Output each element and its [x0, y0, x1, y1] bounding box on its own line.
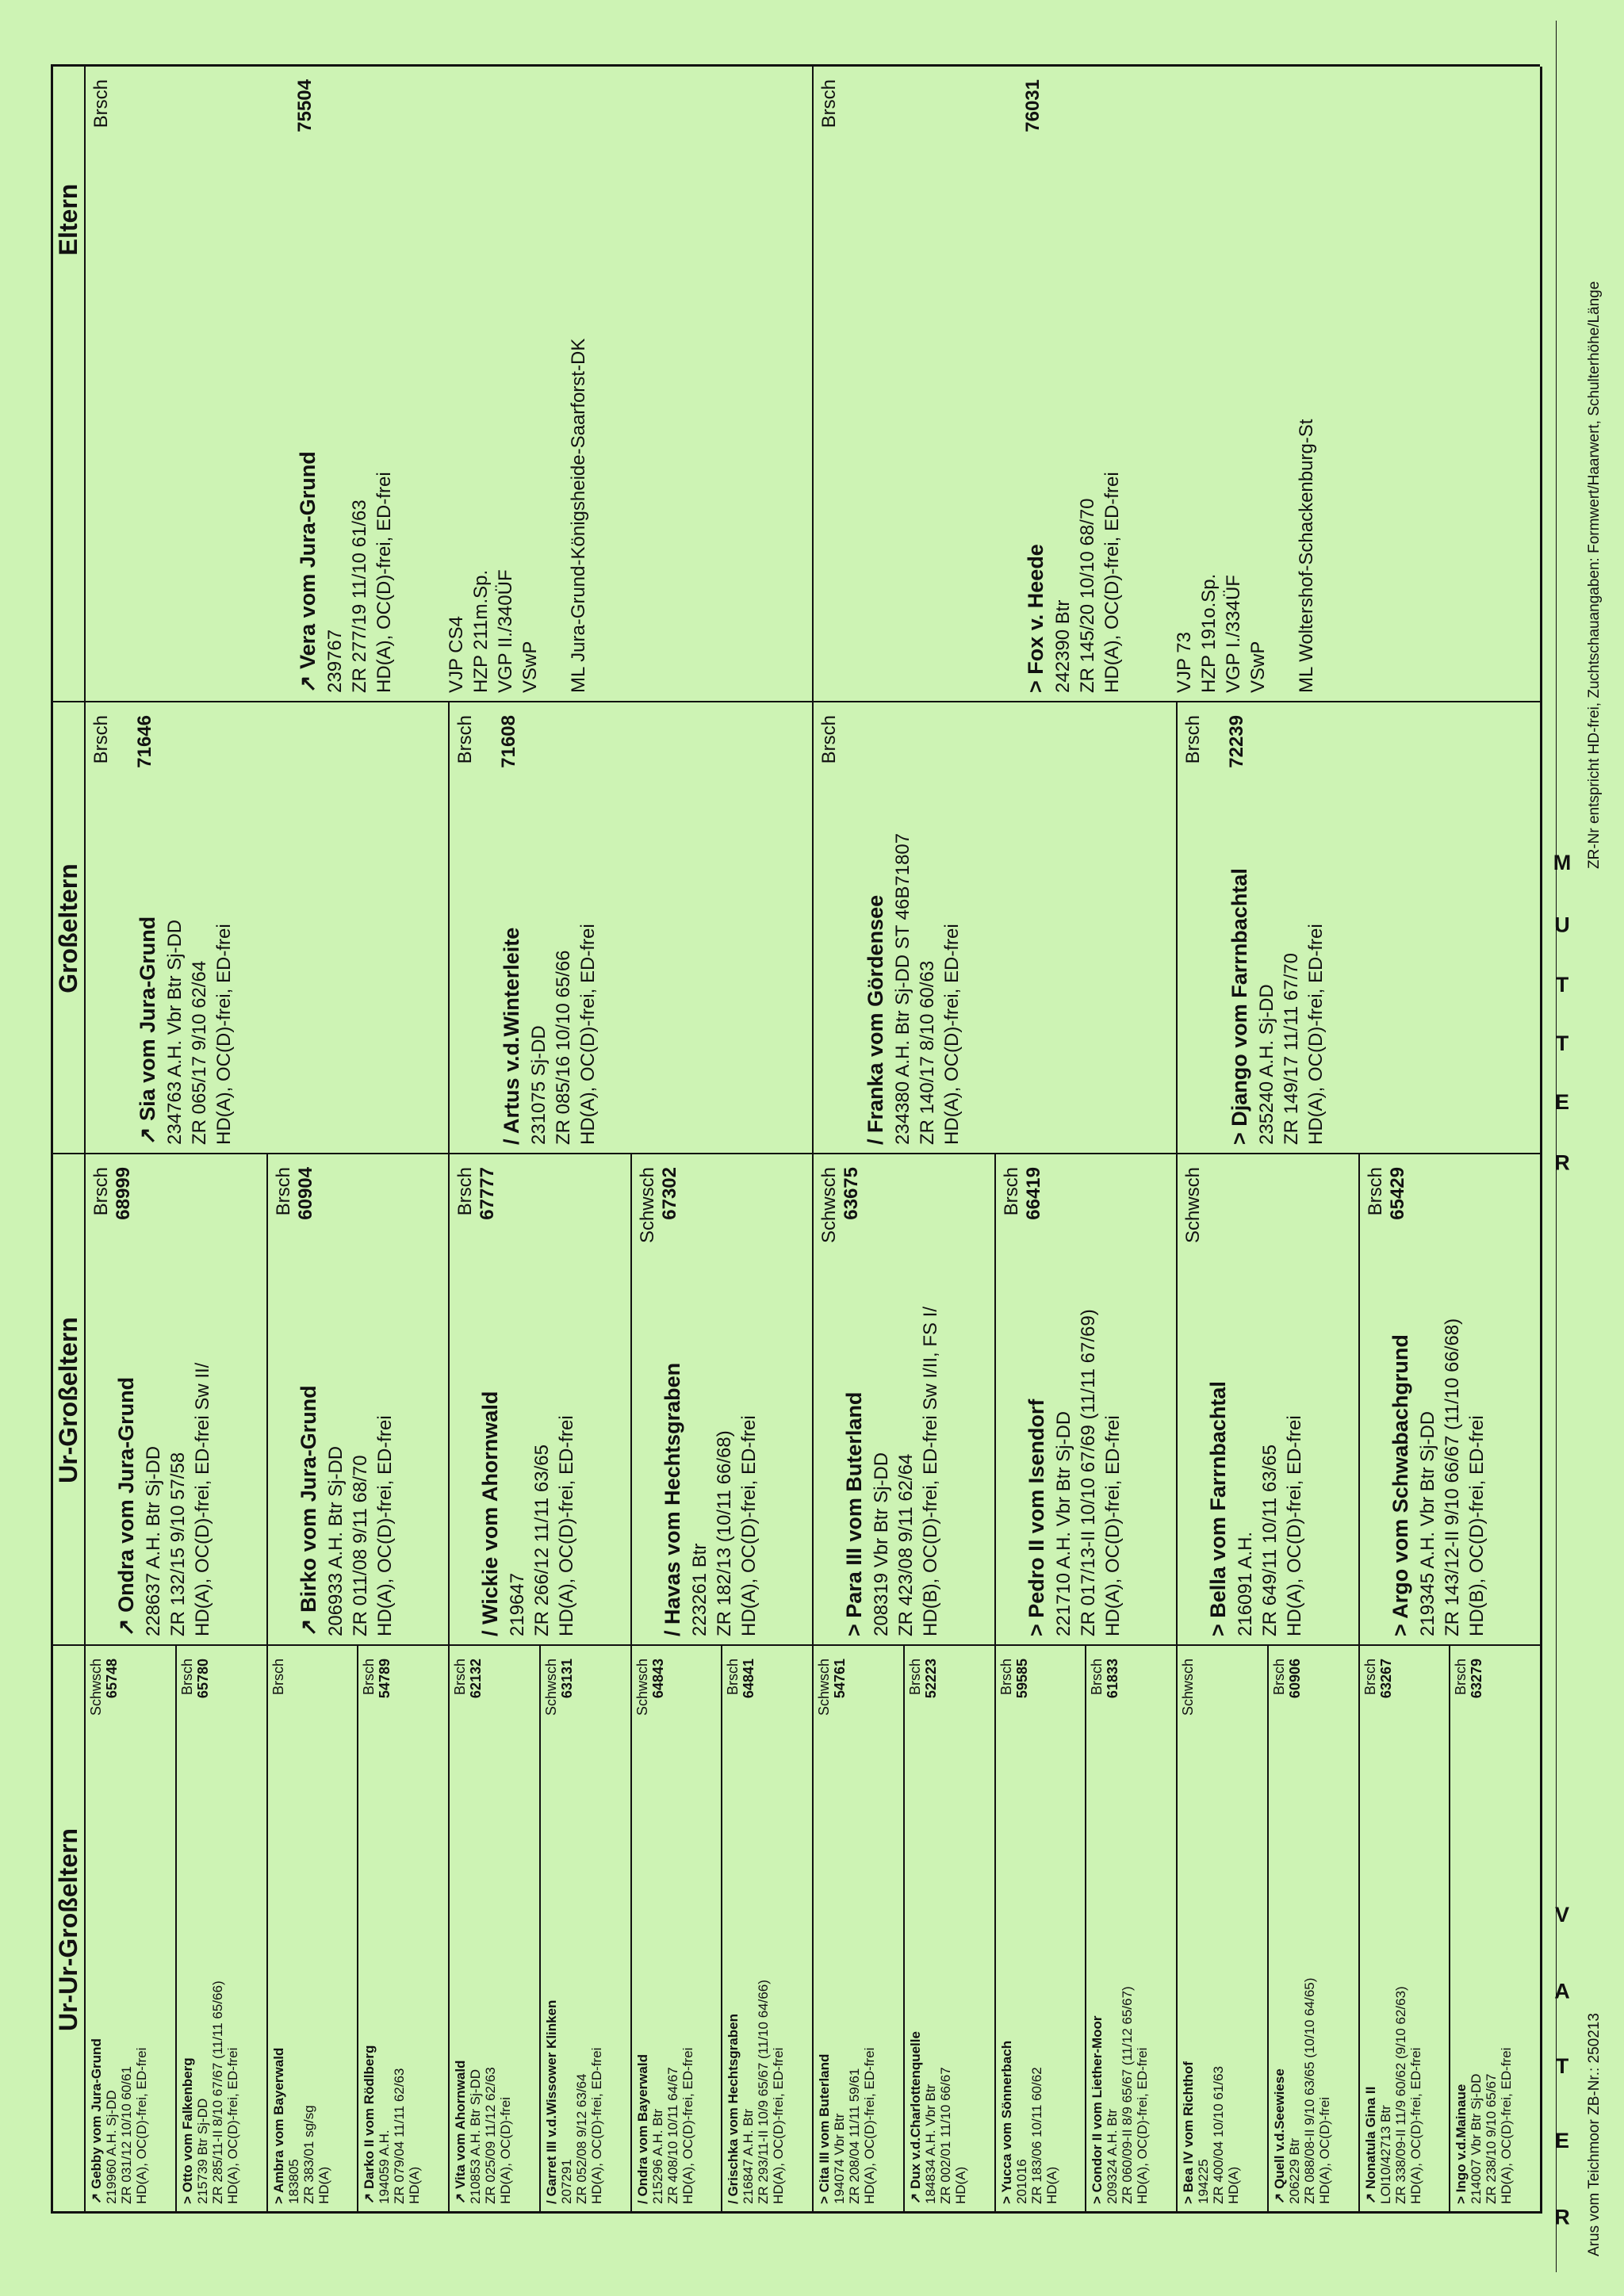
row-divider	[903, 1646, 905, 2214]
dog-name: / Artus v.d.Winterleite	[500, 927, 523, 1145]
trial-result: VGP II./340ÜF	[495, 569, 516, 693]
header-ururgrosseltern: Ur-Ur-Großeltern	[54, 1828, 82, 2032]
side-letter: E	[1554, 2129, 1570, 2153]
coat-color: Brsch	[361, 1659, 377, 1696]
pedigree-line: HD(B), OC(D)-frei, ED-frei	[1465, 1415, 1488, 1636]
coat-color: Brsch	[818, 715, 840, 764]
ancestor-cell	[89, 712, 443, 1145]
dog-name: ↗ Vera vom Jura-Grund	[296, 451, 320, 693]
pedigree-line: 194225	[1196, 2159, 1211, 2204]
pedigree-line: ZR 408/10 10/11 64/67	[665, 2067, 680, 2204]
pedigree-line: 209324 A.H. Btr	[1105, 2108, 1120, 2204]
zb-number: 54761	[832, 1659, 848, 1699]
ancestor-cell-small	[635, 1655, 717, 2204]
row-divider	[812, 67, 814, 702]
ancestor-cell	[817, 712, 1171, 1145]
pedigree-line: HD(A)	[952, 2166, 968, 2204]
pedigree-line: 231075 Sj-DD	[528, 1025, 550, 1145]
ancestor-cell	[89, 1164, 262, 1636]
pedigree-line: HD(A), OC(D)-frei, ED-frei	[1135, 2047, 1151, 2204]
pedigree-line: LOI10/42713 Btr	[1377, 2105, 1393, 2204]
pedigree-line: HD(A), OC(D)-frei, ED-frei	[941, 924, 963, 1145]
pedigree-line: 228637 A.H. Btr Sj-DD	[143, 1445, 164, 1636]
header-separator	[84, 67, 86, 2214]
ancestor-cell-small	[908, 1655, 990, 2204]
coat-color: Brsch	[1270, 1659, 1287, 1696]
row-divider	[812, 1154, 814, 1646]
ancestor-cell-small	[453, 1655, 534, 2204]
row-divider	[721, 1646, 722, 2214]
ancestor-cell-small	[362, 1655, 443, 2204]
pedigree-line: ZR 025/09 11/12 62/63	[483, 2067, 498, 2204]
dog-name: > Django vom Farrnbachtal	[1228, 868, 1251, 1145]
coat-color: Brsch	[90, 715, 112, 764]
zb-number: 76031	[1022, 79, 1044, 132]
pedigree-line: ZR 088/08-II 9/10 63/65 (10/10 64/65)	[1301, 1977, 1317, 2204]
pedigree-line: HD(A), OC(D)-frei, ED-frei	[588, 2047, 604, 2204]
pedigree-line: 215739 Btr Sj-DD	[194, 2098, 210, 2204]
mutter-linie: ML Jura-Grund-Königsheide-Saarforst-DK	[568, 338, 589, 693]
ancestor-cell-small	[89, 1655, 170, 2204]
pedigree-line: ZR 065/17 9/10 62/64	[189, 960, 210, 1145]
ancestor-cell-small	[817, 1655, 898, 2204]
coat-color: Schwsch	[634, 1659, 650, 1716]
zb-number: 63131	[558, 1659, 575, 1699]
pedigree-line: 201016	[1013, 2159, 1029, 2204]
footer-left: Arus vom Teichmoor ZB-Nr.: 250213	[1586, 2013, 1603, 2256]
row-divider	[266, 1154, 268, 1646]
table-border-right	[51, 64, 1540, 67]
coat-color: Brsch	[1364, 1167, 1386, 1216]
pedigree-line: 194059 A.H.	[377, 2130, 393, 2204]
pedigree-line: ZR 649/11 10/11 63/65	[1259, 1445, 1281, 1636]
dog-name: > Condor II vom Liether-Moor	[1090, 2015, 1105, 2204]
dog-name: / Wickie vom Ahornwald	[478, 1391, 502, 1636]
side-letter: M	[1553, 850, 1572, 874]
zb-number: 59585	[1013, 1659, 1030, 1699]
row-divider	[1085, 1646, 1086, 2214]
ancestor-cell	[89, 76, 807, 693]
coat-color: Brsch	[454, 715, 476, 764]
header-eltern: Eltern	[54, 183, 82, 256]
ancestor-cell-small	[726, 1655, 807, 2204]
pedigree-line: 210853 A.H. Btr Sj-DD	[468, 2068, 483, 2204]
ancestor-cell-small	[999, 1655, 1081, 2204]
pedigree-line: 216847 A.H. Btr	[741, 2108, 756, 2204]
pedigree-line: ZR 031/12 10/10 60/61	[119, 2066, 134, 2204]
row-divider	[539, 1646, 541, 2214]
pedigree-line: HD(A)	[1044, 2166, 1059, 2204]
dog-name: / Havas vom Hechtsgraben	[660, 1362, 684, 1636]
zb-number: 65748	[104, 1659, 120, 1699]
dog-name: / Franka vom Gördensee	[864, 894, 887, 1145]
coat-color: Brsch	[1000, 1167, 1022, 1216]
side-letter: T	[1555, 972, 1569, 997]
pedigree-line: ZR 002/01 11/10 66/67	[937, 2067, 953, 2204]
row-divider	[266, 1646, 268, 2214]
ancestor-cell	[1363, 1164, 1536, 1636]
dog-name: ↗ Gebby vom Jura-Grund	[89, 2038, 104, 2204]
pedigree-line: HD(A), OC(D)-frei, ED-frei	[224, 2047, 240, 2204]
ancestor-cell	[635, 1164, 808, 1636]
row-divider	[630, 1154, 632, 1646]
column-divider-2	[51, 1153, 1540, 1154]
ancestor-cell-small	[180, 1655, 262, 2204]
coat-color: Brsch	[725, 1659, 741, 1696]
pedigree-line: HD(A), OC(D)-frei, ED-frei	[1101, 1415, 1124, 1636]
zb-number: 61833	[1105, 1659, 1121, 1699]
coat-color: Brsch	[90, 1167, 112, 1216]
row-divider	[448, 1646, 450, 2214]
pedigree-line: HD(A), OC(D)-frei, ED-frei	[1499, 2047, 1515, 2204]
zb-number: 63279	[1469, 1659, 1485, 1699]
pedigree-line: HD(A), OC(D)-frei, ED-frei	[1408, 2047, 1423, 2204]
pedigree-line: 219647	[507, 1572, 528, 1636]
pedigree-line: ZR 017/13-II 10/10 67/69 (11/11 67/69)	[1077, 1309, 1099, 1636]
zb-number: 64841	[741, 1659, 757, 1699]
pedigree-line: 215296 A.H. Btr	[649, 2108, 665, 2204]
trial-result: HZP 211m.Sp.	[470, 569, 492, 693]
coat-color: Brsch	[454, 1167, 476, 1216]
zb-number: 54789	[377, 1659, 393, 1699]
pedigree-line: ZR 085/16 10/10 65/66	[553, 950, 574, 1145]
row-divider	[994, 1154, 996, 1646]
pedigree-line: 234380 A.H. Btr Sj-DD ST 46B71807	[892, 832, 914, 1145]
zb-number: 66419	[1022, 1167, 1044, 1220]
zb-number: 62132	[468, 1659, 484, 1699]
dog-name: / Garret III v.d.Wissower Klinken	[543, 1999, 559, 2204]
dog-name: ↗ Quell v.d.Seewiese	[1271, 2068, 1287, 2204]
zb-number: 72239	[1226, 715, 1247, 768]
pedigree-line: 234763 A.H. Vbr Btr Sj-DD	[164, 919, 186, 1145]
dog-name: > Yucca vom Sönnerbach	[998, 2040, 1014, 2204]
pedigree-line: ZR 266/12 11/11 63/65	[531, 1445, 553, 1636]
trial-result: VGP I./334ÜF	[1223, 575, 1244, 693]
pedigree-line: 194074 Vbr Btr	[832, 2113, 847, 2204]
zb-number: 67302	[658, 1167, 680, 1220]
pedigree-line: ZR 338/09-II 11/9 60/62 (9/10 62/63)	[1392, 1986, 1408, 2204]
pedigree-line: 221710 A.H. Vbr Btr Sj-DD	[1052, 1410, 1074, 1636]
pedigree-line: ZR 079/04 11/11 62/63	[392, 2068, 408, 2204]
side-label-vater	[1540, 1903, 1584, 2229]
pedigree-line: HD(A), OC(D)-frei, ED-frei	[373, 472, 395, 693]
trial-result: VJP 73	[1174, 632, 1195, 693]
pedigree-line: 223261 Btr	[688, 1543, 710, 1636]
row-divider	[357, 1646, 358, 2214]
side-label-mutter	[1540, 850, 1584, 1175]
pedigree-line: HD(A), OC(D)-frei, ED-frei	[862, 2047, 877, 2204]
pedigree-line: HD(A), OC(D)-frei, ED-frei	[1101, 472, 1123, 693]
row-divider	[812, 1646, 814, 2214]
side-letter: T	[1555, 2054, 1569, 2079]
ancestor-cell	[453, 1164, 626, 1636]
pedigree-line: HD(A)	[316, 2166, 331, 2204]
pedigree-line: 184834 A.H. Vbr Btr	[922, 2084, 938, 2204]
pedigree-line: ZR 182/13 (10/11 66/68)	[713, 1430, 735, 1636]
pedigree-line: 216091 A.H.	[1235, 1531, 1256, 1636]
dog-name: ↗ Ondra vom Jura-Grund	[114, 1376, 138, 1636]
pedigree-line: 235240 A.H. Sj-DD	[1256, 984, 1277, 1145]
dog-name: ↗ Sia vom Jura-Grund	[136, 916, 159, 1145]
pedigree-line: HD(A), OC(D)-frei, ED-frei	[134, 2047, 149, 2204]
pedigree-line: 219960 A.H. Sj-DD	[104, 2090, 119, 2204]
coat-color: Brsch	[272, 1167, 294, 1216]
coat-color: Schwsch	[1180, 1659, 1196, 1716]
side-letter: E	[1554, 1090, 1570, 1115]
dog-name: > Bella vom Farrnbachtal	[1206, 1381, 1230, 1636]
ancestor-cell-small	[1090, 1655, 1171, 2204]
trial-result: HZP 191o.Sp.	[1198, 573, 1220, 693]
pedigree-line: HD(A), OC(D)-frei, ED-frei	[577, 924, 599, 1145]
coat-color: Brsch	[1089, 1659, 1105, 1696]
zb-number: 64843	[649, 1659, 666, 1699]
dog-name: ↗ Darko II vom Rödlberg	[362, 2045, 377, 2204]
pedigree-line: HD(A), OC(D)-frei, ED-frei	[373, 1415, 396, 1636]
pedigree-line: 242390 Btr	[1052, 599, 1074, 693]
row-divider	[812, 702, 814, 1154]
zb-number: 63267	[1377, 1659, 1394, 1699]
zb-number: 67777	[477, 1167, 498, 1220]
row-divider	[1358, 1646, 1360, 2214]
zb-number: 71646	[134, 715, 155, 768]
pedigree-line: ZR 060/09-II 8/9 65/67 (11/12 65/67)	[1120, 1986, 1136, 2204]
coat-color: Schwsch	[816, 1659, 832, 1716]
row-divider	[1176, 702, 1178, 1154]
row-divider	[1358, 1154, 1360, 1646]
header-grosseltern: Großeltern	[54, 863, 82, 993]
pedigree-line: ZR 149/17 11/11 67/70	[1281, 953, 1302, 1145]
pedigree-line: ZR 011/08 9/11 68/70	[349, 1455, 371, 1636]
dog-name: > Ingo v.d.Mainaue	[1454, 2084, 1469, 2204]
coat-color: Brsch	[818, 79, 840, 128]
zb-number: 52223	[922, 1659, 939, 1699]
pedigree-line: HD(A), OC(D)-frei, ED-frei	[213, 924, 235, 1145]
row-divider	[1267, 1646, 1269, 2214]
coat-color: Brsch	[270, 1659, 286, 1696]
mutter-linie: ML Woltershof-Schackenburg-St	[1296, 419, 1317, 693]
pedigree-line: 239767	[324, 629, 346, 693]
pedigree-line: ZR 208/04 11/11 59/61	[847, 2068, 862, 2204]
column-divider-1	[51, 1644, 1540, 1646]
pedigree-line: HD(A), OC(D)-frei, ED-frei Sw II/	[192, 1362, 213, 1636]
pedigree-line: ZR 132/15 9/10 57/58	[167, 1452, 189, 1636]
pedigree-line: 183805	[285, 2159, 301, 2204]
zb-number: 65429	[1386, 1167, 1408, 1220]
dog-name: > Fox v. Heede	[1024, 544, 1048, 693]
zb-number: 60904	[294, 1167, 316, 1220]
pedigree-line: HD(A)	[1226, 2166, 1241, 2204]
ancestor-cell	[817, 1164, 990, 1636]
side-letter: R	[1554, 2205, 1570, 2229]
pedigree-line: ZR 052/08 9/12 63/64	[573, 2073, 589, 2204]
pedigree-line: HD(A), OC(D)-frei, ED-frei	[1305, 924, 1327, 1145]
table-border-left	[51, 2211, 1540, 2214]
zb-number: 68999	[113, 1167, 134, 1220]
footer-right: ZR-Nr entspricht HD-frei, Zuchtschauangaben: Formwert/Haarwert, Schulterhöhe/Länge	[1586, 281, 1603, 869]
pedigree-line: 206229 Btr	[1286, 2137, 1302, 2204]
coat-color: Brsch	[90, 79, 112, 128]
side-letter: U	[1554, 912, 1570, 936]
coat-color: Brsch	[1182, 715, 1204, 764]
header-urgrosseltern: Ur-Großeltern	[54, 1317, 82, 1483]
coat-color: Schwsch	[818, 1167, 840, 1244]
dog-name: > Otto vom Falkenberg	[179, 2057, 195, 2204]
dog-name: > Bea IV vom Richthof	[1181, 2061, 1196, 2204]
coat-color: Brsch	[906, 1659, 923, 1696]
column-divider-3	[51, 701, 1540, 702]
row-divider	[448, 702, 450, 1154]
row-divider	[1176, 1646, 1178, 2214]
pedigree-line: ZR 145/20 10/10 68/70	[1077, 498, 1098, 693]
ancestor-cell	[453, 712, 807, 1145]
dog-name: > Argo vom Schwabachgrund	[1388, 1334, 1412, 1636]
ancestor-cell-small	[1272, 1655, 1354, 2204]
coat-color: Schwsch	[542, 1659, 559, 1716]
trial-result: VSwP	[1247, 641, 1269, 693]
dog-name: ↗ Nonatula Gina II	[1362, 2086, 1378, 2204]
pedigree-line: ZR 423/08 9/11 62/64	[895, 1453, 917, 1636]
ancestor-cell	[1181, 712, 1535, 1145]
coat-color: Schwsch	[1182, 1167, 1204, 1244]
zb-number: 71608	[498, 715, 519, 768]
trial-result: VSwP	[519, 641, 541, 693]
trial-result: VJP CS4	[446, 616, 467, 693]
coat-color: Brsch	[1362, 1659, 1378, 1696]
side-letter: V	[1554, 1903, 1570, 1927]
ancestor-cell	[271, 1164, 444, 1636]
coat-color: Brsch	[452, 1659, 468, 1696]
dog-name: ↗ Vita vom Ahornwald	[453, 2060, 468, 2204]
pedigree-line: 206933 A.H. Btr Sj-DD	[324, 1445, 347, 1636]
pedigree-line: ZR 143/12-II 9/10 66/67 (11/10 66/68)	[1441, 1318, 1463, 1636]
zb-number: 75504	[294, 79, 316, 132]
ancestor-cell-small	[1454, 1655, 1535, 2204]
ancestor-cell	[1181, 1164, 1354, 1636]
ancestor-cell-small	[1363, 1655, 1445, 2204]
dog-name: ↗ Dux v.d.Charlottenquelle	[907, 2031, 923, 2204]
dog-name: > Ambra vom Bayerwald	[270, 2047, 286, 2204]
row-divider	[630, 1646, 632, 2214]
pedigree-line: ZR 285/11-II 8/10 67/67 (11/11 65/66)	[209, 1980, 225, 2204]
pedigree-line: HD(A)	[407, 2166, 423, 2204]
coat-color: Brsch	[1453, 1659, 1469, 1696]
zb-number: 65780	[194, 1659, 211, 1699]
ancestor-cell-small	[271, 1655, 353, 2204]
pedigree-line: HD(A), OC(D)-frei, ED-frei	[680, 2047, 695, 2204]
coat-color: Brsch	[998, 1659, 1014, 1696]
row-divider	[175, 1646, 177, 2214]
pedigree-line: HD(A), OC(D)-frei, ED-frei	[737, 1415, 760, 1636]
ancestor-cell	[817, 76, 1535, 693]
side-label-line	[1556, 21, 1557, 2272]
pedigree-line: ZR 400/04 10/10 61/63	[1211, 2066, 1226, 2204]
row-divider	[994, 1646, 996, 2214]
dog-name: / Ondra vom Bayerwald	[634, 2054, 650, 2204]
ancestor-cell-small	[544, 1655, 626, 2204]
pedigree-line: 208319 Vbr Btr Sj-DD	[871, 1452, 892, 1636]
pedigree-line: ZR 183/06 10/11 60/62	[1028, 2067, 1044, 2204]
side-letter: T	[1555, 1031, 1569, 1055]
dog-name: > Para III vom Buterland	[842, 1391, 866, 1636]
pedigree-line: HD(A), OC(D)-frei	[498, 2096, 513, 2204]
pedigree-line: ZR 383/01 sg/sg	[301, 2105, 316, 2204]
pedigree-line: HD(A), OC(D)-frei, ED-frei	[1284, 1415, 1305, 1636]
coat-color: Schwsch	[636, 1167, 658, 1244]
zb-number: 60906	[1286, 1659, 1303, 1699]
dog-name: / Grischka vom Hechtsgraben	[726, 2014, 741, 2204]
pedigree-line: ZR 277/19 11/10 61/63	[349, 499, 370, 693]
pedigree-line: HD(A), OC(D)-frei, ED-frei	[556, 1415, 577, 1636]
pedigree-line: 214007 Vbr Btr Sj-DD	[1469, 2073, 1484, 2204]
table-border-bottom	[1540, 67, 1542, 2214]
ancestor-cell-small	[1181, 1655, 1262, 2204]
dog-name: ↗ Birko vom Jura-Grund	[296, 1385, 320, 1636]
pedigree-line: HD(A), OC(D)-frei	[1316, 2096, 1332, 2204]
pedigree-line: HD(A), OC(D)-frei, ED-frei	[771, 2047, 787, 2204]
row-divider	[448, 1154, 450, 1646]
row-divider	[1449, 1646, 1450, 2214]
coat-color: Brsch	[178, 1659, 195, 1696]
pedigree-line: ZR 140/17 8/10 60/63	[917, 960, 938, 1145]
dog-name: > Cita III vom Buterland	[817, 2053, 832, 2204]
side-letter: R	[1554, 1150, 1570, 1175]
dog-name: > Pedro II vom Isendorf	[1024, 1399, 1048, 1636]
pedigree-line: HD(B), OC(D)-frei, ED-frei Sw I/II, FS I/	[920, 1306, 941, 1636]
pedigree-line: ZR 293/11-II 10/9 65/67 (11/10 64/66)	[756, 1980, 772, 2204]
zb-number: 63675	[841, 1167, 862, 1220]
pedigree-line: ZR 238/10 9/10 65/67	[1484, 2073, 1500, 2204]
pedigree-line: 219345 A.H. Vbr Btr Sj-DD	[1416, 1410, 1438, 1636]
side-letter: A	[1554, 1978, 1570, 2003]
pedigree-line: 207291	[558, 2159, 574, 2204]
ancestor-cell	[999, 1164, 1172, 1636]
row-divider	[1176, 1154, 1178, 1646]
coat-color: Schwsch	[88, 1659, 104, 1716]
